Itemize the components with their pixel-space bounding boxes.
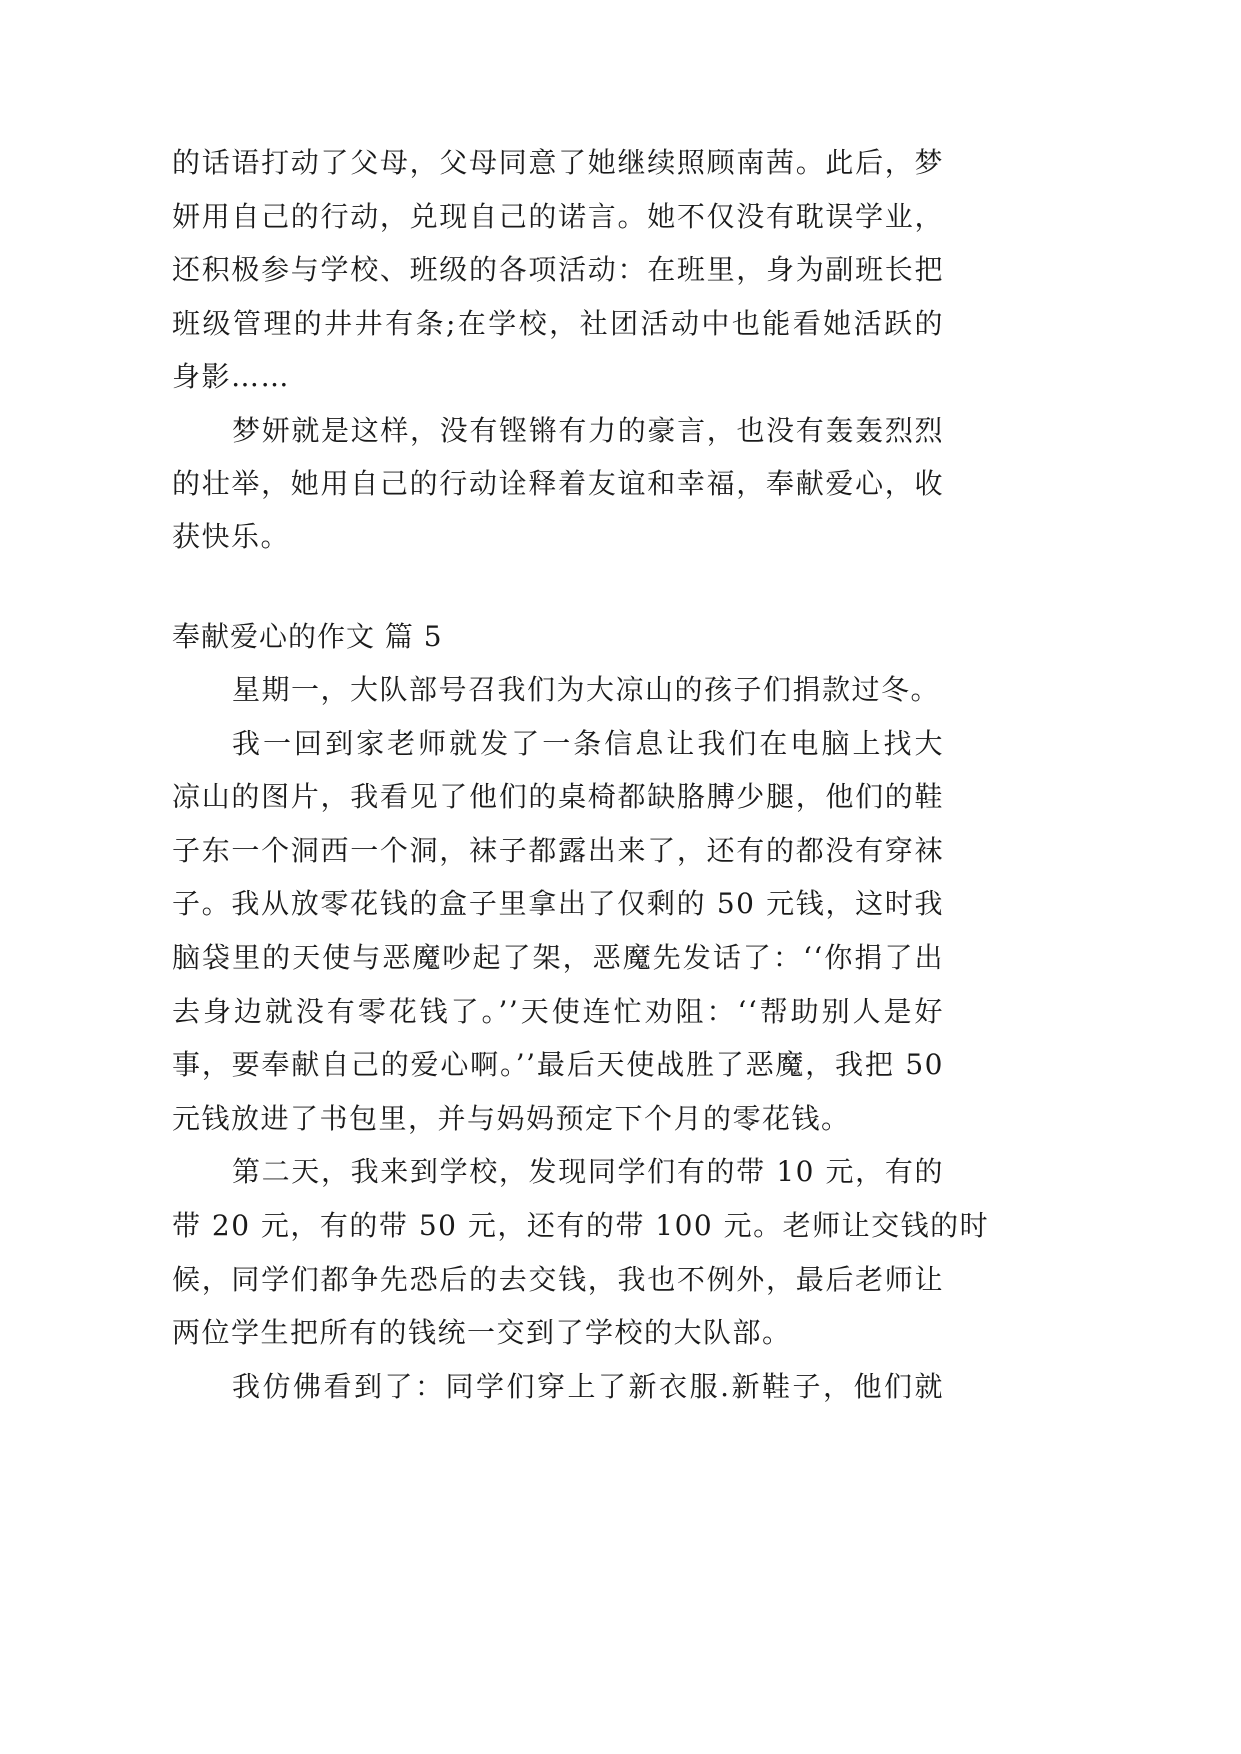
text-line: 去身边就没有零花钱了。’’天使连忙劝阻：‘‘帮助别人是好 [172, 995, 944, 1028]
text-line: 班级管理的井井有条;在学校，社团活动中也能看她活跃的 [172, 307, 944, 340]
text-line: 元钱放进了书包里，并与妈妈预定下个月的零花钱。 [172, 1102, 851, 1135]
text-line: 两位学生把所有的钱统一交到了学校的大队部。 [172, 1316, 792, 1349]
text-line: 获快乐。 [172, 520, 291, 553]
text-line: 脑袋里的天使与恶魔吵起了架，恶魔先发话了：‘‘你捐了出 [172, 941, 944, 974]
text-line: 星期一，大队部号召我们为大凉山的孩子们捐款过冬。 [232, 673, 941, 706]
text-line: 带 20 元，有的带 50 元，还有的带 100 元。老师让交钱的时 [172, 1209, 990, 1242]
text-line: 身影…… [172, 360, 291, 393]
text-line: 凉山的图片，我看见了他们的桌椅都缺胳膊少腿，他们的鞋 [172, 780, 944, 813]
text-line: 事，要奉献自己的爱心啊。’’最后天使战胜了恶魔，我把 50 [172, 1048, 944, 1081]
text-line: 第二天，我来到学校，发现同学们有的带 10 元，有的 [232, 1155, 944, 1188]
text-line: 候，同学们都争先恐后的去交钱，我也不例外，最后老师让 [172, 1263, 944, 1296]
section-heading: 奉献爱心的作文 篇 5 [172, 620, 443, 653]
text-line: 妍用自己的行动，兑现自己的诺言。她不仅没有耽误学业， [172, 200, 944, 233]
text-line: 我一回到家老师就发了一条信息让我们在电脑上找大 [232, 727, 944, 760]
text-line: 子东一个洞西一个洞，袜子都露出来了，还有的都没有穿袜 [172, 834, 944, 867]
text-line: 我仿佛看到了：同学们穿上了新衣服.新鞋子，他们就 [232, 1370, 944, 1403]
text-line: 还积极参与学校、班级的各项活动：在班里，身为副班长把 [172, 253, 944, 286]
text-line: 的壮举，她用自己的行动诠释着友谊和幸福，奉献爱心，收 [172, 467, 944, 500]
text-line: 子。我从放零花钱的盒子里拿出了仅剩的 50 元钱，这时我 [172, 887, 944, 920]
text-line: 梦妍就是这样，没有铿锵有力的豪言，也没有轰轰烈烈 [232, 414, 944, 447]
text-line: 的话语打动了父母，父母同意了她继续照顾南茜。此后，梦 [172, 146, 944, 179]
